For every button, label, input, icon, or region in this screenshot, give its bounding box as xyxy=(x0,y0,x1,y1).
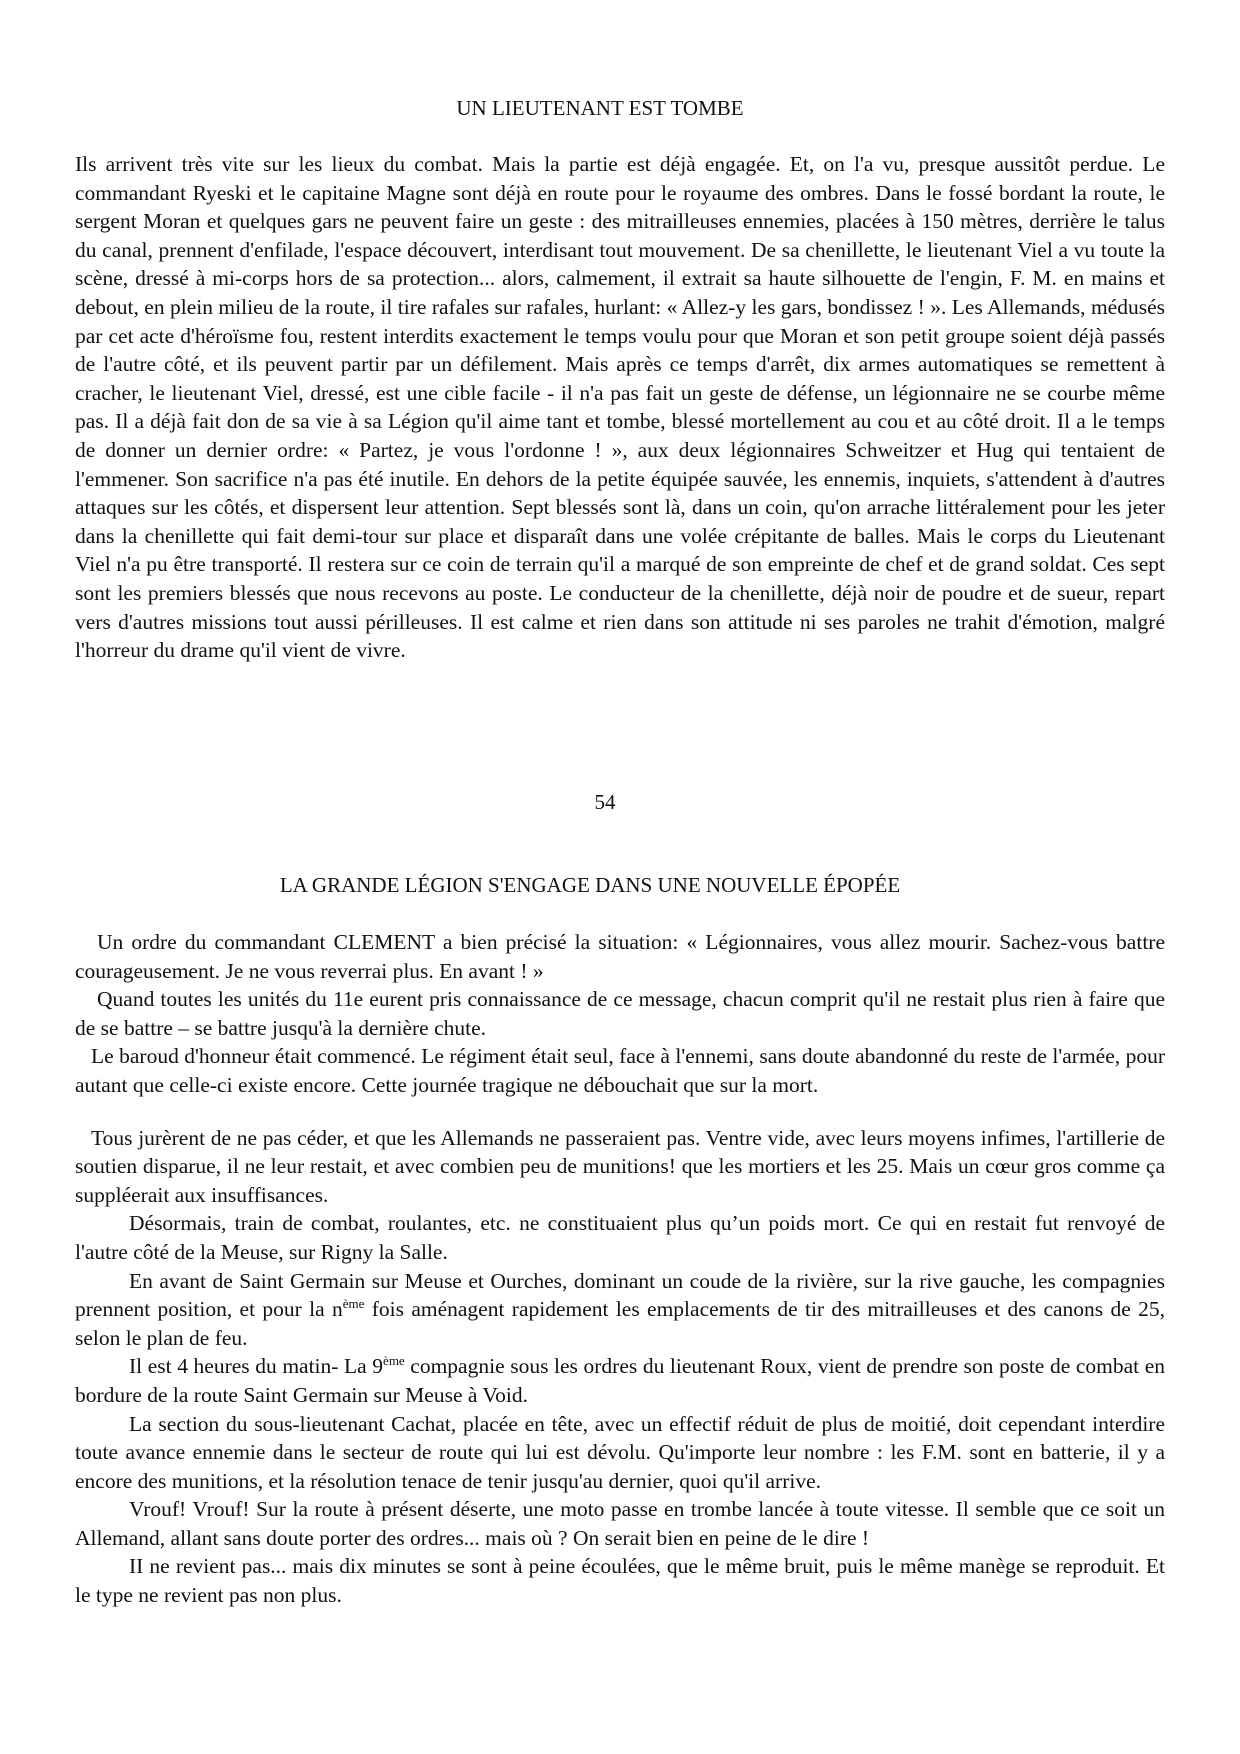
paragraph: Vrouf! Vrouf! Sur la route à présent déserte, une moto passe en trombe lancée à toute vitesse. Il semble que ce soit un Allemand, allant sans doute porter des ordres... mais où ? On serait bien en peine de le dire ! xyxy=(75,1497,1165,1550)
paragraph: II ne revient pas... mais dix minutes se sont à peine écoulées, que le même bruit, puis le même manège se reproduit. Et le type ne revient pas non plus. xyxy=(75,1554,1165,1608)
paragraph: La section du sous-lieutenant Cachat, placée en tête, avec un effectif réduit de plus de moitié, doit cependant interdire toute avance ennemie dans le secteur de route qui lui est dévolu. Qu'importe leur nombre : les F.M. sont en batterie, il y a encore des munitions, et la résolution tenace de tenir jusqu'au dernier, quoi qu'il arrive. xyxy=(75,1411,1165,1493)
section-title: LA GRANDE LÉGION S'ENGAGE DANS UNE NOUVELLE ÉPOPÉE xyxy=(279,873,901,897)
paragraph xyxy=(75,1267,1165,1353)
page-number: 54 xyxy=(594,790,616,814)
superscript: ème xyxy=(383,1353,405,1369)
paragraph: Le baroud d'honneur était commencé. Le régiment était seul, face à l'ennemi, sans doute abandonné du reste de l'armée, pour autant que celle-ci existe encore. Cette journée tragique ne débouchait que sur la mort. xyxy=(75,1044,1165,1097)
paragraph xyxy=(75,1352,1165,1409)
section-body xyxy=(75,928,1165,1610)
paragraph-text: En avant de Saint Germain sur Meuse et Ourches, dominant un coude de la rivière, sur la rive gauche, les compagnies prennent position, et pour la n xyxy=(75,1268,1165,1322)
superscript: ème xyxy=(342,1295,365,1311)
paragraph: Un ordre du commandant CLEMENT a bien précisé la situation: « Légionnaires, vous allez mourir. Sachez-vous battre courageusement. Je ne vous reverrai plus. En avant ! » xyxy=(75,930,1165,983)
section-title: UN LIEUTENANT EST TOMBE xyxy=(456,96,744,120)
paragraph: Quand toutes les unités du 11e eurent pris connaissance de ce message, chacun comprit qu'il ne restait plus rien à faire que de se battre – se battre jusqu'à la dernière chute. xyxy=(75,987,1165,1040)
paragraph: Tous jurèrent de ne pas céder, et que les Allemands ne passeraient pas. Ventre vide, avec leurs moyens infimes, l'artillerie de soutien disparue, il ne leur restait, et avec combien peu de munitions! que les mortiers et les 25. Mais un cœur gros comme ça suppléerait aux insuffisances. xyxy=(75,1125,1165,1207)
paragraph: Désormais, train de combat, roulantes, etc. ne constituaient plus qu’un poids mort. Ce qui en restait fut renvoyé de l'autre côté de la Meuse, sur Rigny la Salle. xyxy=(75,1211,1165,1264)
section-paragraph: Ils arrivent très vite sur les lieux du combat. Mais la partie est déjà engagée. Et, on l'a vu, presque aussitôt perdue. Le commandant Ryeski et le capitaine Magne sont déjà en route pour le royaume des ombres. Dans le fossé bordant la route, le sergent Moran et quelques gars ne peuvent faire un geste : des mitrailleuses ennemies, placées à 150 mètres, derrière le talus du canal, prennent d'enfilade, l'espace découvert, interdisant tout mouvement. De sa chenillette, le lieutenant Viel a vu toute la scène, dressé à mi-corps hors de sa protection... alors, calmement, il extrait sa haute silhouette de l'engin, F. M. en mains et debout, en plein milieu de la route, il tire rafales sur rafales, hurlant: « Allez-y les gars, bondissez ! ». Les Allemands, médusés par cet acte d'héroïsme fou, restent interdits exactement le temps voulu pour que Moran et son petit groupe soient déjà passés de l'autre côté, et ils peuvent partir par un défilement. Mais après ce temps d'arrêt, dix armes automatiques se remettent à cracher, le lieutenant Viel, dressé, est une cible facile - il n'a pas fait un geste de défense, un légionnaire ne se courbe même pas. Il a déjà fait don de sa vie à sa Légion qu'il aime tant et tombe, blessé mortellement au cou et au côté droit. Il a le temps de donner un dernier ordre: « Partez, je vous l'ordonne ! », aux deux légionnaires Schweitzer et Hug qui tentaient de l'emmener. Son sacrifice n'a pas été inutile. En dehors de la petite équipée sauvée, les ennemis, inquiets, s'attendent à d'autres attaques sur les côtés, et dispersent leur attention. Sept blessés sont là, dans un coin, qu'on arrache littéralement pour les jeter dans la chenillette qui fait demi-tour sur place et disparaît dans une volée crépitante de balles. Mais le corps du Lieutenant Viel n'a pu être transporté. Il restera sur ce coin de terrain qu'il a marqué de son empreinte de chef et de grand soldat. Ces sept sont les premiers blessés que nous recevons au poste. Le conducteur de la chenillette, déjà noir de poudre et de sueur, repart vers d'autres missions tout aussi périlleuses. Il est calme et rien dans son attitude ni ses paroles ne trahit d'émotion, malgré l'horreur du drame qu'il vient de vivre. xyxy=(75,152,1165,663)
paragraph-text: fois aménagent rapidement les emplacements de tir des mitrailleuses et des canons de 25, selon le plan de feu. xyxy=(75,1297,1165,1350)
paragraph-text: Il est 4 heures du matin- La 9 xyxy=(129,1354,384,1379)
paragraph-text: compagnie sous les ordres du lieutenant Roux, vient de prendre son poste de combat en bordure de la route Saint Germain sur Meuse à Void. xyxy=(75,1354,1165,1407)
